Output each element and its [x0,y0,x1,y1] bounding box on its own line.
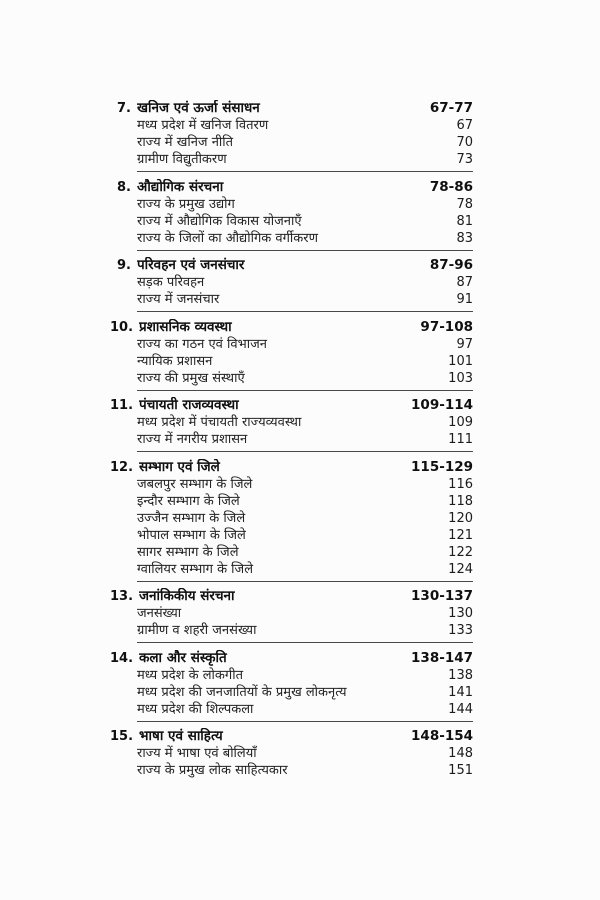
toc-section-heading [110,257,473,274]
toc-entry-page: 130 [448,606,473,621]
toc-entry-page: 83 [456,230,473,246]
toc-entry-page: 138 [448,667,473,683]
toc-entry [110,414,473,431]
toc-entry-label: राज्य में औद्योगिक विकास योजनाएँ [137,213,302,229]
toc-entry-label: मध्य प्रदेश में खनिज वितरण [137,118,269,133]
toc-entry-label: जबलपुर सम्भाग के जिले [137,476,253,492]
toc-entry-label: राज्य में खनिज नीति [137,135,234,150]
section-title: कला और संस्कृति [139,649,227,666]
section-title: प्रशासनिक व्यवस्था [139,318,232,335]
toc-entry [110,230,473,247]
section-number: 15. [110,729,134,744]
section-number: 9. [117,258,131,273]
toc-entry-label: ग्रामीण विद्युतीकरण [137,152,227,167]
section-number: 7. [117,101,131,116]
toc-entry [110,370,473,387]
toc-entry-page: 124 [448,561,473,577]
toc-entry-page: 67 [456,118,473,133]
toc-section-heading [110,319,473,336]
toc-entry [110,701,473,718]
toc-entry-page: 87 [456,275,473,290]
section-number: 11. [110,398,134,413]
toc-section [110,397,473,452]
toc-section-heading [110,650,473,667]
toc-entry-page: 91 [456,292,473,307]
toc-entry-label: मध्य प्रदेश के लोकगीत [137,667,243,683]
toc-entry-label: राज्य का गठन एवं विभाजन [137,336,268,352]
toc-entry-label: जनसंख्या [137,606,182,621]
section-title: भाषा एवं साहित्य [139,728,223,744]
toc-entry-label: उज्जैन सम्भाग के जिले [137,510,246,526]
toc-entry-page: 70 [456,135,473,150]
section-divider-line [137,642,473,643]
toc-entry [110,561,473,578]
toc-entry-label: मध्य प्रदेश की शिल्पकला [137,701,254,717]
toc-entry [110,684,473,701]
toc-entry-page: 141 [448,684,473,700]
toc-entry [110,336,473,353]
toc-entry-label: भोपाल सम्भाग के जिले [137,527,246,543]
section-number: 13. [110,589,134,604]
toc-entry [110,151,473,168]
section-page-range: 67-77 [429,100,473,116]
toc-entry [110,274,473,291]
section-title: सम्भाग एवं जिले [139,458,220,475]
toc-entry-page: 118 [448,493,473,509]
toc-section [110,459,473,582]
toc-entry-page: 78 [456,196,473,212]
toc-entry-page: 111 [448,432,473,447]
toc-entry-page: 101 [448,353,473,369]
toc-entry-page: 133 [448,623,473,638]
toc-section-heading [110,397,473,414]
toc-entry-label: राज्य की प्रमुख संस्थाएँ [137,370,245,386]
toc-entry [110,667,473,684]
toc-section-heading [110,179,473,196]
toc-entry-label: सागर सम्भाग के जिले [137,544,239,560]
toc-entry [110,291,473,308]
toc-section [110,728,473,779]
toc-entry [110,605,473,622]
section-number: 12. [110,459,134,475]
section-divider-line [137,171,473,172]
toc-entry-page: 120 [448,510,473,526]
toc-entry-page: 109 [448,415,473,430]
toc-entry-label: मध्य प्रदेश की जनजातियों के प्रमुख लोकनृत्य [137,684,347,700]
toc-entry-page: 144 [448,701,473,717]
toc-entry [110,527,473,544]
section-title: परिवहन एवं जनसंचार [137,257,245,273]
section-divider-line [137,451,473,452]
toc-entry-label: राज्य में नगरीय प्रशासन [137,432,248,447]
toc-section-heading [110,728,473,745]
toc-section [110,319,473,391]
section-title: जनांकिकीय संरचना [139,588,235,604]
section-divider-line [137,581,473,582]
section-page-range: 148-154 [411,728,473,744]
toc-entry-page: 73 [456,152,473,167]
toc-section-heading [110,100,473,117]
toc-entry-label: मध्य प्रदेश में पंचायती राज्यव्यवस्था [137,415,302,430]
toc-entry-label: राज्य के प्रमुख उद्योग [137,196,235,212]
section-page-range: 78-86 [429,178,473,195]
toc-entry [110,134,473,151]
toc-entry-page: 121 [448,527,473,543]
section-number: 14. [110,650,134,666]
section-page-range: 138-147 [411,649,473,666]
toc-entry [110,762,473,779]
toc-entry [110,745,473,762]
section-number: 8. [117,179,131,195]
toc-entry-label: राज्य के जिलों का औद्योगिक वर्गीकरण [137,230,318,246]
toc-entry-page: 81 [456,213,473,229]
toc-entry [110,196,473,213]
toc-entry [110,622,473,639]
toc-section [110,179,473,251]
toc-entry [110,493,473,510]
toc-entry-label: सड़क परिवहन [137,275,205,290]
toc-entry-label: राज्य में जनसंचार [137,292,220,307]
toc-entry-label: राज्य के प्रमुख लोक साहित्यकार [137,763,288,778]
toc-entry [110,213,473,230]
toc-entry [110,544,473,561]
section-title: खनिज एवं ऊर्जा संसाधन [137,100,260,116]
toc-section-heading [110,588,473,605]
section-number: 10. [110,319,134,335]
toc-section [110,257,473,312]
section-page-range: 97-108 [420,318,473,335]
section-page-range: 87-96 [429,257,473,273]
toc-entry-label: ग्रामीण व शहरी जनसंख्या [137,623,257,638]
section-title: औद्योगिक संरचना [137,178,224,195]
toc-section-heading [110,459,473,476]
table-of-contents [110,100,473,779]
toc-entry [110,431,473,448]
toc-entry [110,353,473,370]
toc-section [110,588,473,643]
toc-entry-label: न्यायिक प्रशासन [137,353,213,369]
section-divider-line [137,311,473,312]
section-title: पंचायती राजव्यवस्था [139,397,239,413]
section-page-range: 130-137 [411,588,473,604]
toc-entry-label: ग्वालियर सम्भाग के जिले [137,561,254,577]
section-divider-line [137,721,473,722]
section-page-range: 115-129 [411,458,473,475]
toc-entry-page: 122 [448,544,473,560]
toc-entry-label: इन्दौर सम्भाग के जिले [137,493,240,509]
toc-entry-page: 148 [448,746,473,761]
section-page-range: 109-114 [411,397,473,413]
toc-entry-page: 103 [448,370,473,386]
toc-entry [110,476,473,493]
toc-section [110,100,473,172]
toc-entry-page: 97 [456,336,473,352]
toc-entry-label: राज्य में भाषा एवं बोलियाँ [137,746,257,761]
toc-entry-page: 151 [448,763,473,778]
toc-entry [110,510,473,527]
section-divider-line [137,390,473,391]
toc-entry [110,117,473,134]
toc-entry-page: 116 [448,476,473,492]
section-divider-line [137,250,473,251]
toc-section [110,650,473,722]
